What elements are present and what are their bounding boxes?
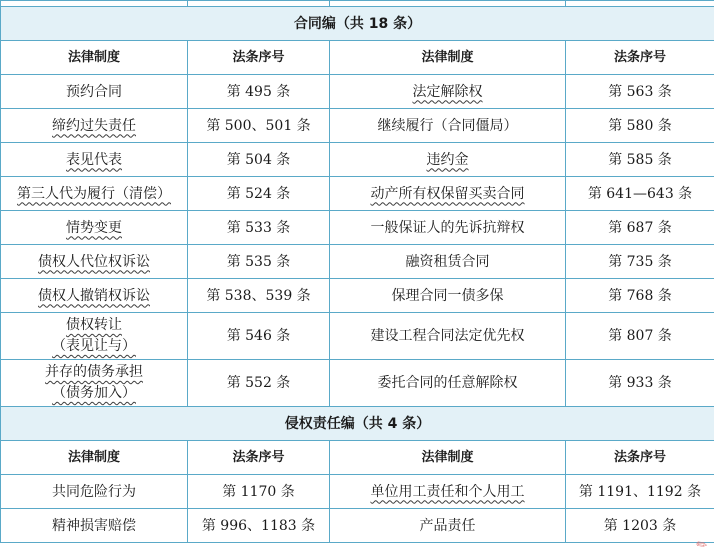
watermark-stamp: ✎ [693,536,712,555]
law-cell: 保理合同一债多保 [330,279,566,313]
article-cell: 第 495 条 [188,75,330,109]
article-cell: 第 1203 条 [566,509,714,543]
article-cell: 第 585 条 [566,143,714,177]
column-header-law: 法律制度 [1,441,188,475]
table-row [1,75,714,109]
column-header-article: 法条序号 [566,441,714,475]
article-cell: 第 524 条 [188,177,330,211]
law-cell [1,279,188,313]
column-header-law: 法律制度 [330,441,566,475]
law-cell: 一般保证人的先诉抗辩权 [330,211,566,245]
law-text-underlined: 债权转让 [66,317,122,333]
article-cell: 第 996、1183 条 [188,509,330,543]
law-cell [330,475,566,509]
header-row [1,41,714,75]
table-row [1,211,714,245]
table-row [1,143,714,177]
law-cell [330,143,566,177]
article-cell: 第 1191、1192 条 [566,475,714,509]
law-text-underlined: 情势变更 [66,219,122,236]
article-cell: 第 504 条 [188,143,330,177]
article-cell: 第 641—643 条 [566,177,714,211]
table-row [1,313,714,360]
section-title-row [1,407,714,441]
table-row [1,177,714,211]
column-header-law: 法律制度 [330,41,566,75]
law-text-underlined: 表见代表 [66,151,122,168]
law-cell [1,313,188,360]
table-row [1,109,714,143]
law-text-underlined: （表见让与） [52,338,136,354]
law-text-underlined: 债权人撤销权诉讼 [38,287,150,304]
column-header-article: 法条序号 [188,41,330,75]
law-cell [1,245,188,279]
article-cell: 第 533 条 [188,211,330,245]
article-cell: 第 687 条 [566,211,714,245]
article-cell: 第 580 条 [566,109,714,143]
section-title-row [1,7,714,41]
law-text-underlined: 第三人代为履行（清偿） [17,185,171,202]
law-text-underlined: 并存的债务承担 [45,364,143,380]
article-cell: 第 563 条 [566,75,714,109]
section-title: 合同编（共 18 条） [1,7,714,41]
law-cell: 委托合同的任意解除权 [330,360,566,407]
article-cell: 第 768 条 [566,279,714,313]
law-cell [330,177,566,211]
law-cell [1,177,188,211]
column-header-article: 法条序号 [188,441,330,475]
law-text-underlined: 债权人代位权诉讼 [38,253,150,270]
law-text-underlined: 违约金 [426,151,469,168]
law-text-underlined: 动产所有权保留买卖合同 [370,185,525,202]
article-cell: 第 807 条 [566,313,714,360]
law-cell [1,360,188,407]
law-cell: 共同危险行为 [1,475,188,509]
law-cell: 融资租赁合同 [330,245,566,279]
table-row [1,360,714,407]
law-text-underlined: 法定解除权 [412,83,483,100]
column-header-article: 法条序号 [566,41,714,75]
law-cell: 继续履行（合同僵局） [330,109,566,143]
law-cell: 建设工程合同法定优先权 [330,313,566,360]
law-cell [330,75,566,109]
article-cell: 第 500、501 条 [188,109,330,143]
law-cell: 产品责任 [330,509,566,543]
article-cell: 第 546 条 [188,313,330,360]
table-row [1,245,714,279]
article-cell: 第 1170 条 [188,475,330,509]
table-row [1,475,714,509]
law-cell [1,211,188,245]
law-cell: 精神损害赔偿 [1,509,188,543]
column-header-law: 法律制度 [1,41,188,75]
law-text-underlined: 单位用工责任和个人用工 [370,483,525,500]
law-cell [1,143,188,177]
law-text-underlined: （债务加入） [52,385,136,401]
law-text-underlined: 缔约过失责任 [52,117,136,134]
law-cell: 预约合同 [1,75,188,109]
article-cell: 第 552 条 [188,360,330,407]
law-cell [1,109,188,143]
article-cell: 第 735 条 [566,245,714,279]
article-cell: 第 933 条 [566,360,714,407]
table-row [1,279,714,313]
article-cell: 第 535 条 [188,245,330,279]
table-row [1,509,714,543]
section-title: 侵权责任编（共 4 条） [1,407,714,441]
article-cell: 第 538、539 条 [188,279,330,313]
header-row [1,441,714,475]
